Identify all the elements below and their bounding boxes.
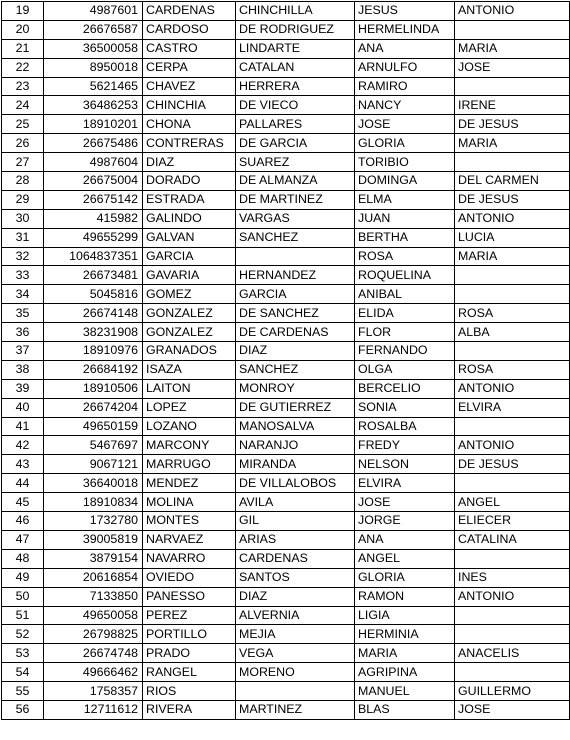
id-number-cell: 1758357	[44, 682, 143, 701]
row-number-cell: 25	[2, 115, 44, 134]
table-row	[2, 360, 570, 379]
first-surname-cell: MOLINA	[143, 493, 236, 512]
id-number-cell: 26675142	[44, 190, 143, 209]
id-number-cell: 26684192	[44, 360, 143, 379]
first-surname-cell: LOPEZ	[143, 398, 236, 417]
first-name-cell: GLORIA	[355, 568, 455, 587]
id-number-cell: 39005819	[44, 530, 143, 549]
second-surname-cell: CATALAN	[236, 58, 355, 77]
table-row	[2, 266, 570, 285]
first-name-cell: ROSALBA	[355, 417, 455, 436]
id-number-cell: 26675486	[44, 134, 143, 153]
id-number-cell: 8950018	[44, 58, 143, 77]
row-number-cell: 39	[2, 379, 44, 398]
id-number-cell: 1732780	[44, 512, 143, 531]
row-number-cell: 35	[2, 304, 44, 323]
row-number-cell: 22	[2, 58, 44, 77]
id-number-cell: 18910834	[44, 493, 143, 512]
first-surname-cell: ESTRADA	[143, 190, 236, 209]
first-name-cell: ROSA	[355, 247, 455, 266]
first-surname-cell: OVIEDO	[143, 568, 236, 587]
middle-name-cell	[455, 417, 570, 436]
row-number-cell: 42	[2, 436, 44, 455]
row-number-cell: 23	[2, 77, 44, 96]
second-surname-cell: MIRANDA	[236, 455, 355, 474]
id-number-cell: 26798825	[44, 625, 143, 644]
id-number-cell: 26676587	[44, 20, 143, 39]
first-name-cell: JOSE	[355, 493, 455, 512]
middle-name-cell	[455, 625, 570, 644]
middle-name-cell: DE JESUS	[455, 455, 570, 474]
id-number-cell: 36640018	[44, 474, 143, 493]
row-number-cell: 52	[2, 625, 44, 644]
id-number-cell: 18910976	[44, 342, 143, 361]
middle-name-cell: DEL CARMEN	[455, 172, 570, 191]
table-row	[2, 77, 570, 96]
table-row	[2, 587, 570, 606]
id-number-cell: 12711612	[44, 700, 143, 719]
first-name-cell: ELMA	[355, 190, 455, 209]
middle-name-cell: MARIA	[455, 247, 570, 266]
second-surname-cell: DE VIECO	[236, 96, 355, 115]
middle-name-cell: CATALINA	[455, 530, 570, 549]
row-number-cell: 30	[2, 209, 44, 228]
second-surname-cell: CHINCHILLA	[236, 2, 355, 21]
second-surname-cell: ALVERNIA	[236, 606, 355, 625]
table-row	[2, 568, 570, 587]
table-row	[2, 2, 570, 21]
first-surname-cell: CARDENAS	[143, 2, 236, 21]
middle-name-cell	[455, 285, 570, 304]
first-name-cell: ANA	[355, 530, 455, 549]
table-row	[2, 474, 570, 493]
middle-name-cell: ANGEL	[455, 493, 570, 512]
middle-name-cell: MARIA	[455, 39, 570, 58]
second-surname-cell: HERRERA	[236, 77, 355, 96]
middle-name-cell: JOSE	[455, 700, 570, 719]
first-name-cell: HERMELINDA	[355, 20, 455, 39]
first-name-cell: ELIDA	[355, 304, 455, 323]
table-row	[2, 417, 570, 436]
middle-name-cell: IRENE	[455, 96, 570, 115]
first-name-cell: TORIBIO	[355, 153, 455, 172]
first-name-cell: NANCY	[355, 96, 455, 115]
id-number-cell: 415982	[44, 209, 143, 228]
second-surname-cell: SANTOS	[236, 568, 355, 587]
id-number-cell: 3879154	[44, 549, 143, 568]
table-row	[2, 247, 570, 266]
middle-name-cell	[455, 77, 570, 96]
row-number-cell: 55	[2, 682, 44, 701]
row-number-cell: 33	[2, 266, 44, 285]
row-number-cell: 26	[2, 134, 44, 153]
table-row	[2, 153, 570, 172]
second-surname-cell: SANCHEZ	[236, 228, 355, 247]
first-surname-cell: DORADO	[143, 172, 236, 191]
second-surname-cell: SUAREZ	[236, 153, 355, 172]
table-row	[2, 625, 570, 644]
table-row	[2, 493, 570, 512]
table-row	[2, 606, 570, 625]
first-name-cell: BLAS	[355, 700, 455, 719]
table-row	[2, 228, 570, 247]
second-surname-cell: AVILA	[236, 493, 355, 512]
middle-name-cell: ROSA	[455, 304, 570, 323]
middle-name-cell: MARIA	[455, 134, 570, 153]
table-row	[2, 700, 570, 719]
second-surname-cell: MONROY	[236, 379, 355, 398]
row-number-cell: 40	[2, 398, 44, 417]
first-surname-cell: GALVAN	[143, 228, 236, 247]
first-surname-cell: CHINCHIA	[143, 96, 236, 115]
first-name-cell: NELSON	[355, 455, 455, 474]
row-number-cell: 29	[2, 190, 44, 209]
row-number-cell: 19	[2, 2, 44, 21]
first-name-cell: ANA	[355, 39, 455, 58]
first-surname-cell: GARCIA	[143, 247, 236, 266]
first-surname-cell: NARVAEZ	[143, 530, 236, 549]
id-number-cell: 38231908	[44, 323, 143, 342]
second-surname-cell: HERNANDEZ	[236, 266, 355, 285]
row-number-cell: 43	[2, 455, 44, 474]
row-number-cell: 54	[2, 663, 44, 682]
second-surname-cell: DE GUTIERREZ	[236, 398, 355, 417]
row-number-cell: 28	[2, 172, 44, 191]
row-number-cell: 20	[2, 20, 44, 39]
table-row	[2, 39, 570, 58]
roster-table-body	[2, 2, 570, 720]
middle-name-cell: ALBA	[455, 323, 570, 342]
second-surname-cell: DE MARTINEZ	[236, 190, 355, 209]
middle-name-cell: ANTONIO	[455, 587, 570, 606]
second-surname-cell: DE RODRIGUEZ	[236, 20, 355, 39]
table-row	[2, 530, 570, 549]
second-surname-cell: MEJIA	[236, 625, 355, 644]
first-name-cell: FLOR	[355, 323, 455, 342]
first-surname-cell: PRADO	[143, 644, 236, 663]
second-surname-cell: VEGA	[236, 644, 355, 663]
middle-name-cell: ANTONIO	[455, 436, 570, 455]
first-surname-cell: PEREZ	[143, 606, 236, 625]
first-name-cell: AGRIPINA	[355, 663, 455, 682]
middle-name-cell: ANACELIS	[455, 644, 570, 663]
table-row	[2, 644, 570, 663]
id-number-cell: 9067121	[44, 455, 143, 474]
table-row	[2, 172, 570, 191]
first-name-cell: HERMINIA	[355, 625, 455, 644]
table-row	[2, 285, 570, 304]
first-surname-cell: GRANADOS	[143, 342, 236, 361]
middle-name-cell	[455, 606, 570, 625]
middle-name-cell	[455, 474, 570, 493]
row-number-cell: 47	[2, 530, 44, 549]
row-number-cell: 34	[2, 285, 44, 304]
row-number-cell: 49	[2, 568, 44, 587]
first-surname-cell: MONTES	[143, 512, 236, 531]
id-number-cell: 7133850	[44, 587, 143, 606]
table-row	[2, 304, 570, 323]
first-surname-cell: CHONA	[143, 115, 236, 134]
id-number-cell: 5045816	[44, 285, 143, 304]
second-surname-cell: GIL	[236, 512, 355, 531]
row-number-cell: 36	[2, 323, 44, 342]
middle-name-cell: ROSA	[455, 360, 570, 379]
first-surname-cell: RIVERA	[143, 700, 236, 719]
first-name-cell: BERCELIO	[355, 379, 455, 398]
table-row	[2, 20, 570, 39]
second-surname-cell: GARCIA	[236, 285, 355, 304]
row-number-cell: 50	[2, 587, 44, 606]
first-surname-cell: MARRUGO	[143, 455, 236, 474]
row-number-cell: 56	[2, 700, 44, 719]
second-surname-cell: DE ALMANZA	[236, 172, 355, 191]
row-number-cell: 48	[2, 549, 44, 568]
id-number-cell: 4987604	[44, 153, 143, 172]
second-surname-cell	[236, 247, 355, 266]
table-row	[2, 379, 570, 398]
table-row	[2, 512, 570, 531]
middle-name-cell: ELVIRA	[455, 398, 570, 417]
table-row	[2, 58, 570, 77]
middle-name-cell: LUCIA	[455, 228, 570, 247]
first-name-cell: RAMIRO	[355, 77, 455, 96]
id-number-cell: 5467697	[44, 436, 143, 455]
first-surname-cell: PANESSO	[143, 587, 236, 606]
table-row	[2, 436, 570, 455]
first-name-cell: MARIA	[355, 644, 455, 663]
id-number-cell: 26673481	[44, 266, 143, 285]
middle-name-cell: ANTONIO	[455, 379, 570, 398]
middle-name-cell: ELIECER	[455, 512, 570, 531]
id-number-cell: 49655299	[44, 228, 143, 247]
first-surname-cell: NAVARRO	[143, 549, 236, 568]
second-surname-cell: MORENO	[236, 663, 355, 682]
table-row	[2, 682, 570, 701]
first-name-cell: RAMON	[355, 587, 455, 606]
row-number-cell: 27	[2, 153, 44, 172]
middle-name-cell: ANTONIO	[455, 2, 570, 21]
id-number-cell: 49650058	[44, 606, 143, 625]
first-name-cell: JESUS	[355, 2, 455, 21]
second-surname-cell: NARANJO	[236, 436, 355, 455]
first-surname-cell: MARCONY	[143, 436, 236, 455]
first-surname-cell: CONTRERAS	[143, 134, 236, 153]
row-number-cell: 53	[2, 644, 44, 663]
first-surname-cell: RIOS	[143, 682, 236, 701]
first-name-cell: JOSE	[355, 115, 455, 134]
middle-name-cell	[455, 663, 570, 682]
table-row	[2, 455, 570, 474]
first-surname-cell: GOMEZ	[143, 285, 236, 304]
table-row	[2, 190, 570, 209]
second-surname-cell: LINDARTE	[236, 39, 355, 58]
first-surname-cell: GALINDO	[143, 209, 236, 228]
second-surname-cell: DE CARDENAS	[236, 323, 355, 342]
middle-name-cell: GUILLERMO	[455, 682, 570, 701]
id-number-cell: 26674204	[44, 398, 143, 417]
first-name-cell: OLGA	[355, 360, 455, 379]
row-number-cell: 45	[2, 493, 44, 512]
first-surname-cell: CASTRO	[143, 39, 236, 58]
table-row	[2, 398, 570, 417]
row-number-cell: 38	[2, 360, 44, 379]
middle-name-cell: INES	[455, 568, 570, 587]
id-number-cell: 5621465	[44, 77, 143, 96]
first-name-cell: LIGIA	[355, 606, 455, 625]
id-number-cell: 18910201	[44, 115, 143, 134]
second-surname-cell: PALLARES	[236, 115, 355, 134]
first-surname-cell: RANGEL	[143, 663, 236, 682]
row-number-cell: 24	[2, 96, 44, 115]
middle-name-cell: DE JESUS	[455, 115, 570, 134]
second-surname-cell: DE GARCIA	[236, 134, 355, 153]
second-surname-cell: DIAZ	[236, 587, 355, 606]
first-name-cell: ELVIRA	[355, 474, 455, 493]
first-surname-cell: LAITON	[143, 379, 236, 398]
row-number-cell: 44	[2, 474, 44, 493]
row-number-cell: 37	[2, 342, 44, 361]
first-name-cell: ARNULFO	[355, 58, 455, 77]
second-surname-cell: SANCHEZ	[236, 360, 355, 379]
middle-name-cell	[455, 20, 570, 39]
first-name-cell: ANGEL	[355, 549, 455, 568]
id-number-cell: 1064837351	[44, 247, 143, 266]
first-surname-cell: GAVARIA	[143, 266, 236, 285]
row-number-cell: 31	[2, 228, 44, 247]
id-number-cell: 49650159	[44, 417, 143, 436]
second-surname-cell: MARTINEZ	[236, 700, 355, 719]
id-number-cell: 26675004	[44, 172, 143, 191]
first-surname-cell: ISAZA	[143, 360, 236, 379]
middle-name-cell	[455, 153, 570, 172]
first-surname-cell: CHAVEZ	[143, 77, 236, 96]
row-number-cell: 46	[2, 512, 44, 531]
middle-name-cell	[455, 266, 570, 285]
id-number-cell: 49666462	[44, 663, 143, 682]
table-row	[2, 209, 570, 228]
row-number-cell: 51	[2, 606, 44, 625]
middle-name-cell: DE JESUS	[455, 190, 570, 209]
table-row	[2, 549, 570, 568]
first-name-cell: FERNANDO	[355, 342, 455, 361]
first-name-cell: DOMINGA	[355, 172, 455, 191]
first-surname-cell: DIAZ	[143, 153, 236, 172]
id-number-cell: 36486253	[44, 96, 143, 115]
first-name-cell: GLORIA	[355, 134, 455, 153]
first-surname-cell: CERPA	[143, 58, 236, 77]
table-row	[2, 134, 570, 153]
second-surname-cell: DE VILLALOBOS	[236, 474, 355, 493]
middle-name-cell	[455, 342, 570, 361]
id-number-cell: 4987601	[44, 2, 143, 21]
first-name-cell: ROQUELINA	[355, 266, 455, 285]
row-number-cell: 32	[2, 247, 44, 266]
first-name-cell: ANIBAL	[355, 285, 455, 304]
row-number-cell: 21	[2, 39, 44, 58]
roster-table	[1, 1, 570, 720]
second-surname-cell: DE SANCHEZ	[236, 304, 355, 323]
first-name-cell: BERTHA	[355, 228, 455, 247]
second-surname-cell: DIAZ	[236, 342, 355, 361]
second-surname-cell	[236, 682, 355, 701]
table-row	[2, 115, 570, 134]
first-surname-cell: GONZALEZ	[143, 323, 236, 342]
middle-name-cell: ANTONIO	[455, 209, 570, 228]
first-surname-cell: CARDOSO	[143, 20, 236, 39]
first-surname-cell: LOZANO	[143, 417, 236, 436]
second-surname-cell: CARDENAS	[236, 549, 355, 568]
id-number-cell: 20616854	[44, 568, 143, 587]
second-surname-cell: MANOSALVA	[236, 417, 355, 436]
table-row	[2, 663, 570, 682]
id-number-cell: 36500058	[44, 39, 143, 58]
first-surname-cell: GONZALEZ	[143, 304, 236, 323]
first-surname-cell: MENDEZ	[143, 474, 236, 493]
table-row	[2, 96, 570, 115]
first-name-cell: JUAN	[355, 209, 455, 228]
row-number-cell: 41	[2, 417, 44, 436]
middle-name-cell: JOSE	[455, 58, 570, 77]
second-surname-cell: ARIAS	[236, 530, 355, 549]
first-name-cell: FREDY	[355, 436, 455, 455]
table-row	[2, 342, 570, 361]
first-name-cell: MANUEL	[355, 682, 455, 701]
second-surname-cell: VARGAS	[236, 209, 355, 228]
id-number-cell: 18910506	[44, 379, 143, 398]
table-row	[2, 323, 570, 342]
first-surname-cell: PORTILLO	[143, 625, 236, 644]
first-name-cell: SONIA	[355, 398, 455, 417]
id-number-cell: 26674748	[44, 644, 143, 663]
id-number-cell: 26674148	[44, 304, 143, 323]
first-name-cell: JORGE	[355, 512, 455, 531]
middle-name-cell	[455, 549, 570, 568]
